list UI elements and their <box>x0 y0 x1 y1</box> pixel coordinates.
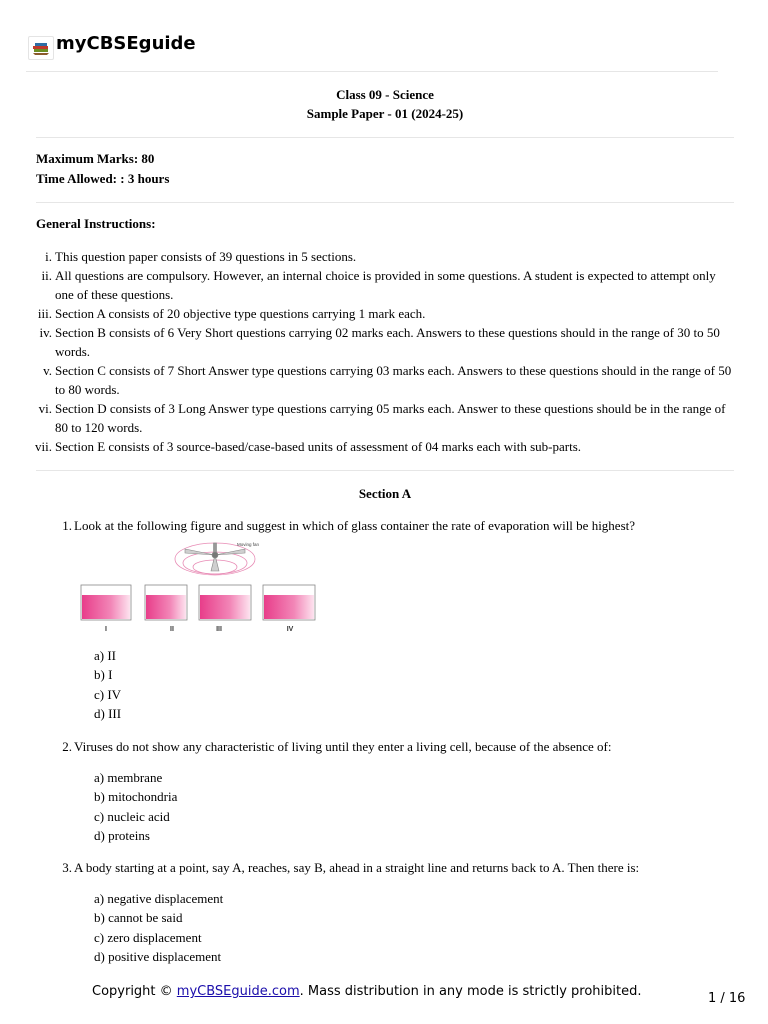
instruction-item <box>36 399 736 437</box>
site-link[interactable]: myCBSEguide.com <box>176 984 300 999</box>
copyright-suffix: . Mass distribution in any mode is strictly prohibited. <box>299 984 642 999</box>
option: c) nucleic acid <box>94 808 170 824</box>
divider <box>36 470 734 471</box>
instruction-number: vi. <box>38 401 52 416</box>
fan-label: Moving fan <box>237 542 260 547</box>
instruction-text: This question paper consists of 39 questions in 5 sections. <box>55 249 357 264</box>
instruction-item <box>36 323 736 361</box>
option: c) zero displacement <box>94 929 202 945</box>
option: a) II <box>94 648 117 663</box>
container-label: II <box>170 626 174 633</box>
container-label: IV <box>286 626 294 633</box>
question-number: 2. <box>62 739 72 754</box>
options-list <box>94 889 223 966</box>
copyright-notice <box>92 984 641 999</box>
section-title: Section A <box>358 486 412 501</box>
container-4 <box>263 585 315 620</box>
instruction-item <box>36 266 736 304</box>
container-3 <box>199 585 251 620</box>
question-text <box>36 737 736 756</box>
options-list <box>94 646 121 723</box>
instructions-heading: General Instructions: <box>36 216 156 231</box>
option: b) I <box>94 667 113 683</box>
paper-class-title: Class 09 - Science <box>336 87 434 102</box>
instruction-text: Section E consists of 3 source-based/case-based units of assessment of 04 marks each with sub-parts. <box>55 439 582 454</box>
option: d) III <box>94 705 122 721</box>
option: b) cannot be said <box>94 910 183 926</box>
instruction-number: v. <box>43 363 52 378</box>
question-body: Viruses do not show any characteristic of living until they enter a living cell, because of the absence of: <box>74 739 612 754</box>
question-text <box>36 516 736 535</box>
option: d) proteins <box>94 827 150 843</box>
instruction-item <box>36 247 736 266</box>
instruction-item <box>36 437 736 456</box>
option: c) IV <box>94 686 122 702</box>
instruction-item <box>36 361 736 399</box>
instruction-number: iii. <box>37 306 52 321</box>
evaporation-figure <box>77 537 317 635</box>
instruction-text: All questions are compulsory. However, an internal choice is provided in some questions. A student is expected to attempt only one of these questions. <box>55 268 716 302</box>
maximum-marks: Maximum Marks: 80 <box>36 151 155 166</box>
instruction-number: vii. <box>35 439 52 454</box>
instructions-list <box>36 247 736 456</box>
instruction-text: Section C consists of 7 Short Answer type questions carrying 03 marks each. Answers to these questions should in the range of 50 to 80 words. <box>55 363 732 397</box>
question-text <box>36 858 736 877</box>
question-body: Look at the following figure and suggest in which of glass container the rate of evaporation will be highest? <box>74 518 636 533</box>
divider <box>36 202 734 203</box>
instruction-text: Section B consists of 6 Very Short questions carrying 02 marks each. Answers to these questions should in the range of 30 to 50 words. <box>55 325 720 359</box>
instruction-number: i. <box>45 249 52 264</box>
instruction-number: iv. <box>39 325 52 340</box>
logo-icon[interactable] <box>28 36 54 60</box>
container-label: I <box>105 626 107 633</box>
page-number: 1 / 16 <box>708 991 746 1006</box>
copyright-prefix: Copyright © <box>92 984 177 999</box>
time-allowed: Time Allowed: : 3 hours <box>36 171 170 186</box>
question-number: 1. <box>62 518 72 533</box>
instruction-text: Section D consists of 3 Long Answer type questions carrying 05 marks each. Answer to these questions should be in the range of 80 to 120 words. <box>55 401 726 435</box>
instruction-text: Section A consists of 20 objective type questions carrying 1 mark each. <box>55 306 426 321</box>
option: d) positive displacement <box>94 948 222 964</box>
question-3 <box>36 858 736 877</box>
container-1 <box>81 585 131 620</box>
fan-blades <box>185 543 245 571</box>
instruction-item <box>36 304 736 323</box>
site-header <box>26 30 718 72</box>
container-2 <box>145 585 187 620</box>
option: b) mitochondria <box>94 789 178 805</box>
paper-subtitle: Sample Paper - 01 (2024-25) <box>306 106 464 121</box>
instruction-number: ii. <box>41 268 52 283</box>
brand-name[interactable]: myCBSEguide <box>56 33 196 54</box>
question-number: 3. <box>62 860 72 875</box>
question-1 <box>36 516 736 535</box>
divider <box>36 137 734 138</box>
question-body: A body starting at a point, say A, reaches, say B, ahead in a straight line and returns back to A. Then there is: <box>74 860 640 875</box>
options-list <box>94 768 177 845</box>
question-2 <box>36 737 736 756</box>
container-label: III <box>216 626 222 633</box>
option: a) membrane <box>94 770 163 785</box>
option: a) negative displacement <box>94 891 224 906</box>
